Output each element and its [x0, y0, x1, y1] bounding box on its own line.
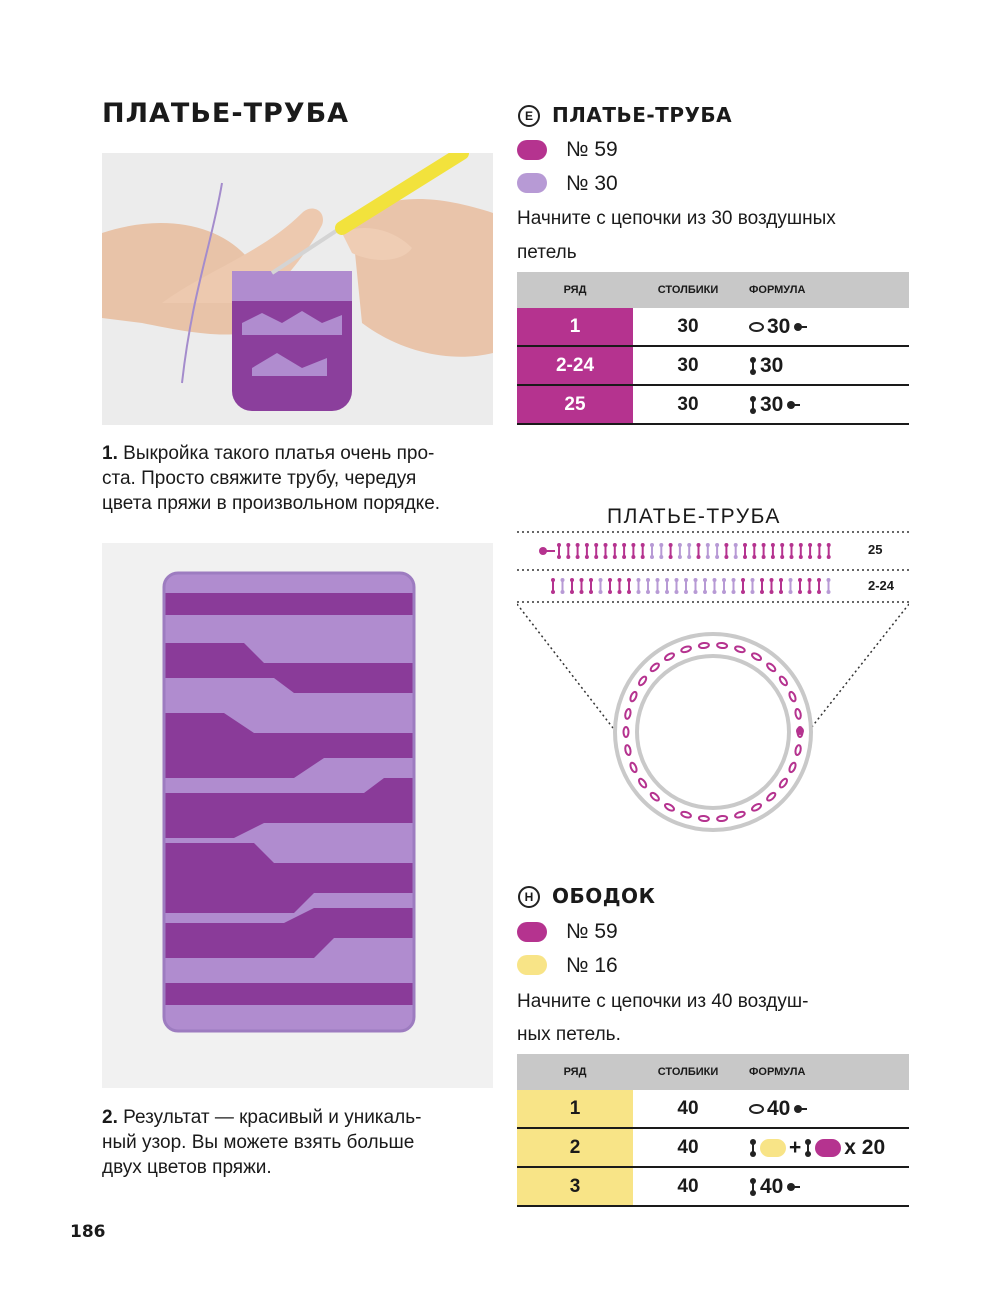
- stitch-dot: [669, 555, 673, 559]
- page-number: 186: [70, 1222, 106, 1242]
- stitch-dot: [734, 555, 738, 559]
- chain-mark: [649, 662, 660, 672]
- stitch-dot: [637, 590, 641, 594]
- stitch-dot: [678, 543, 682, 547]
- stitch-dot: [799, 555, 803, 559]
- stitch-count: 30: [633, 308, 743, 346]
- single-crochet-icon: [749, 357, 757, 375]
- stitch-dot: [551, 590, 555, 594]
- chain-mark: [699, 815, 709, 821]
- stitch-dot: [650, 543, 654, 547]
- stitch-dot: [770, 578, 774, 582]
- stitch-dot: [646, 578, 650, 582]
- row-number: 3: [517, 1167, 633, 1206]
- stitch-dot: [665, 578, 669, 582]
- stitch-dot: [817, 578, 821, 582]
- chain-mark: [638, 778, 648, 789]
- table-row: [517, 1128, 909, 1167]
- stitch-dot: [566, 555, 570, 559]
- stitch-dot: [780, 555, 784, 559]
- chain-mark: [629, 691, 638, 702]
- table-header-row: [517, 272, 909, 308]
- table-row: [517, 385, 909, 424]
- section-e-instruction-2: петель: [517, 242, 577, 263]
- stitch-dot: [594, 543, 598, 547]
- stitch-count: 40: [633, 1167, 743, 1206]
- yellow-yarn-icon: [760, 1139, 786, 1157]
- stitch-dot: [678, 555, 682, 559]
- stitch-dot: [684, 590, 688, 594]
- stitch-dot: [631, 543, 635, 547]
- stitch-dot: [659, 543, 663, 547]
- chain-mark: [649, 791, 660, 801]
- row-number: 1: [517, 308, 633, 346]
- stitch-dot: [599, 590, 603, 594]
- ring-chain-stitches: [624, 642, 803, 821]
- stitch-dot: [627, 578, 631, 582]
- stitch-dot: [722, 590, 726, 594]
- stitch-dot: [760, 590, 764, 594]
- stitch-dot: [706, 555, 710, 559]
- stitch-dot: [780, 543, 784, 547]
- stitch-dot: [827, 590, 831, 594]
- stitch-dot: [724, 543, 728, 547]
- stitch-diagram: [517, 518, 909, 848]
- stitch-dot: [585, 555, 589, 559]
- chain-mark: [664, 803, 675, 812]
- stitch-dot: [808, 590, 812, 594]
- stitch-dot: [675, 590, 679, 594]
- stitch-dot: [713, 578, 717, 582]
- chain-mark: [751, 803, 762, 812]
- stitch-dot: [580, 590, 584, 594]
- stitch-dot: [622, 543, 626, 547]
- ring-inner: [637, 656, 789, 808]
- stitch-dot: [743, 543, 747, 547]
- stitch-dot: [675, 578, 679, 582]
- stitch-dot: [817, 543, 821, 547]
- chain-mark: [766, 662, 777, 672]
- stitch-dot: [646, 590, 650, 594]
- stitch-dot: [589, 590, 593, 594]
- stitch-dot: [752, 555, 756, 559]
- chain-mark: [629, 762, 638, 773]
- ring-start-marker: [796, 727, 804, 735]
- row-number: 2-24: [517, 346, 633, 385]
- table-row: [517, 308, 909, 346]
- stitch-dot: [827, 543, 831, 547]
- stitch-dot: [779, 578, 783, 582]
- row-number: 2: [517, 1128, 633, 1167]
- stitch-dot: [594, 555, 598, 559]
- stitch-dot: [760, 578, 764, 582]
- stitch-dot: [762, 555, 766, 559]
- photo-crocheting-hands: [102, 153, 493, 425]
- slip-stitch-icon: [786, 400, 800, 410]
- formula: 40: [743, 1090, 909, 1128]
- stitch-dot: [608, 578, 612, 582]
- section-e-table: [517, 272, 909, 425]
- ring-outer: [615, 634, 811, 830]
- stitch-dot: [566, 543, 570, 547]
- row-label-25: 25: [868, 542, 883, 557]
- row-number: 1: [517, 1090, 633, 1128]
- stitch-dot: [789, 578, 793, 582]
- section-h-instruction-1: Начните с цепочки из 40 воздуш-: [517, 991, 809, 1012]
- formula: 30: [743, 346, 909, 385]
- chain-mark: [681, 645, 692, 653]
- yarn-swatch-30: [517, 173, 547, 193]
- chain-mark: [788, 762, 797, 773]
- stitch-dot: [641, 543, 645, 547]
- stitch-dot: [599, 578, 603, 582]
- stitch-count: 30: [633, 385, 743, 424]
- stitch-dot: [789, 590, 793, 594]
- single-crochet-icon: [749, 1178, 757, 1196]
- stitch-dot: [697, 555, 701, 559]
- stitch-dot: [790, 555, 794, 559]
- yarn-label-30: № 30: [566, 172, 618, 195]
- stitch-dot: [808, 555, 812, 559]
- stitch-dot: [576, 555, 580, 559]
- slip-stitch-icon: [793, 322, 807, 332]
- stitch-dot: [622, 555, 626, 559]
- stitch-dot: [637, 578, 641, 582]
- chain-mark: [681, 811, 692, 819]
- chain-mark: [734, 811, 745, 819]
- stitch-dot: [641, 555, 645, 559]
- stitch-dot: [576, 543, 580, 547]
- table-row: [517, 1167, 909, 1206]
- diagram-row-2-24: [551, 578, 831, 594]
- stitch-dot: [570, 578, 574, 582]
- chain-mark: [717, 642, 727, 648]
- stitch-dot: [627, 590, 631, 594]
- stitch-dot: [771, 543, 775, 547]
- stitch-dot: [732, 578, 736, 582]
- stitch-dot: [706, 543, 710, 547]
- yarn-label-59: № 59: [566, 920, 618, 943]
- stitch-dot: [827, 555, 831, 559]
- stitch-dot: [557, 543, 561, 547]
- stitch-dot: [570, 590, 574, 594]
- stitch-count: 30: [633, 346, 743, 385]
- section-h-badge: H: [518, 886, 540, 908]
- section-e-badge: E: [518, 105, 540, 127]
- stitch-dot: [656, 578, 660, 582]
- single-crochet-icon: [804, 1139, 812, 1157]
- chain-mark: [624, 745, 631, 756]
- stitch-dot: [817, 590, 821, 594]
- section-e-title: ПЛАТЬЕ-ТРУБА: [552, 103, 733, 127]
- stitch-dot: [608, 590, 612, 594]
- table-header-row: [517, 1054, 909, 1090]
- stitch-diagram-svg: [517, 518, 909, 848]
- stitch-dot: [687, 543, 691, 547]
- header-formula: ФОРМУЛА: [743, 272, 909, 308]
- formula: 30: [743, 385, 909, 424]
- formula: + x 20: [743, 1128, 909, 1167]
- chain-mark: [624, 727, 629, 737]
- stitch-dot: [762, 543, 766, 547]
- header-stitches: СТОЛБИКИ: [633, 272, 743, 308]
- step-1-description: Выкройка такого платья очень про- ста. Просто свяжите трубу, чередуя цвета пряжи в произвольном порядке.: [102, 443, 441, 514]
- stitch-dot: [618, 590, 622, 594]
- stitch-dot: [703, 578, 707, 582]
- yarn-label-59: № 59: [566, 138, 618, 161]
- magenta-yarn-icon: [815, 1139, 841, 1157]
- step-2-text: [102, 1105, 497, 1180]
- stitch-dot: [604, 543, 608, 547]
- stitch-dot: [613, 543, 617, 547]
- stitch-dot: [613, 555, 617, 559]
- stitch-dot: [694, 590, 698, 594]
- stitch-dot: [798, 590, 802, 594]
- stitch-dot: [551, 578, 555, 582]
- stitch-dot: [808, 543, 812, 547]
- step-2-description: Результат — красивый и уникаль- ный узор. Вы можете взять больше двух цветов пряжи.: [102, 1107, 422, 1178]
- slip-stitch-icon: [793, 1104, 807, 1114]
- section-e-instruction-1: Начните с цепочки из 30 воздушных: [517, 208, 836, 229]
- stitch-dot: [561, 590, 565, 594]
- chain-mark: [699, 642, 709, 648]
- chain-mark: [638, 675, 648, 686]
- stitch-dot: [722, 578, 726, 582]
- stitch-dot: [741, 590, 745, 594]
- stitch-dot: [751, 590, 755, 594]
- stitch-dot: [732, 590, 736, 594]
- stitch-dot: [687, 555, 691, 559]
- yarn-swatch-59: [517, 140, 547, 160]
- stitch-dot: [694, 578, 698, 582]
- yarn-swatch-59: [517, 922, 547, 942]
- stitch-dot: [618, 578, 622, 582]
- stitch-dot: [798, 578, 802, 582]
- section-h-instruction-2: ных петель.: [517, 1024, 621, 1045]
- chain-mark: [766, 791, 777, 801]
- step-2-number: 2.: [102, 1107, 118, 1128]
- page-title: ПЛАТЬЕ-ТРУБА: [102, 98, 350, 129]
- header-formula: ФОРМУЛА: [743, 1054, 909, 1090]
- slip-stitch-icon: [786, 1182, 800, 1192]
- stitch-dot: [827, 578, 831, 582]
- row-label-2-24: 2-24: [868, 578, 895, 593]
- stitch-dot: [585, 543, 589, 547]
- stitch-dot: [659, 555, 663, 559]
- section-h-table: [517, 1054, 909, 1207]
- yarn-swatch-16: [517, 955, 547, 975]
- stitch-dot: [650, 555, 654, 559]
- stitch-count: 40: [633, 1128, 743, 1167]
- step-1-number: 1.: [102, 443, 118, 464]
- stitch-dot: [751, 578, 755, 582]
- stitch-dot: [770, 590, 774, 594]
- chain-icon: [749, 322, 764, 332]
- header-row: РЯД: [517, 272, 633, 308]
- stitch-dot: [817, 555, 821, 559]
- stitch-dot: [631, 555, 635, 559]
- chain-mark: [795, 745, 802, 756]
- chain-mark: [717, 815, 727, 821]
- chain-mark: [664, 652, 675, 661]
- table-row: [517, 346, 909, 385]
- stitch-dot: [715, 543, 719, 547]
- header-stitches: СТОЛБИКИ: [633, 1054, 743, 1090]
- header-row: РЯД: [517, 1054, 633, 1090]
- chain-mark: [788, 691, 797, 702]
- diagram-row-25: [539, 543, 831, 559]
- stitch-dot: [724, 555, 728, 559]
- stitch-dot: [771, 555, 775, 559]
- stitch-dot: [743, 555, 747, 559]
- stitch-dot: [656, 590, 660, 594]
- single-crochet-icon: [749, 396, 757, 414]
- chain-mark: [778, 778, 788, 789]
- formula: 30: [743, 308, 909, 346]
- single-crochet-icon: [749, 1139, 757, 1157]
- stitch-dot: [589, 578, 593, 582]
- stitch-dot: [703, 590, 707, 594]
- chain-mark: [734, 645, 745, 653]
- row-number: 25: [517, 385, 633, 424]
- stitch-count: 40: [633, 1090, 743, 1128]
- stitch-dot: [808, 578, 812, 582]
- step-1-text: [102, 441, 497, 516]
- stitch-dot: [665, 590, 669, 594]
- stitch-dot: [604, 555, 608, 559]
- chain-icon: [749, 1104, 764, 1114]
- stitch-dot: [799, 543, 803, 547]
- stitch-dot: [669, 543, 673, 547]
- chain-mark: [778, 675, 788, 686]
- formula: 40: [743, 1167, 909, 1206]
- stitch-dot: [713, 590, 717, 594]
- yarn-label-16: № 16: [566, 954, 618, 977]
- stitch-dot: [752, 543, 756, 547]
- photo-finished-tube: [102, 543, 493, 1088]
- stitch-dot: [580, 578, 584, 582]
- chain-mark: [751, 652, 762, 661]
- stitch-dot: [790, 543, 794, 547]
- diagram-title: ПЛАТЬЕ-ТРУБА: [607, 505, 781, 528]
- chain-mark: [795, 708, 802, 719]
- stitch-dot: [557, 555, 561, 559]
- stitch-dot: [697, 543, 701, 547]
- section-h-title: ОБОДОК: [552, 884, 656, 908]
- table-row: [517, 1090, 909, 1128]
- stitch-dot: [741, 578, 745, 582]
- stitch-dot: [734, 543, 738, 547]
- stitch-dot: [715, 555, 719, 559]
- stitch-dot: [561, 578, 565, 582]
- stitch-dot: [779, 590, 783, 594]
- chain-mark: [624, 708, 631, 719]
- stitch-dot: [684, 578, 688, 582]
